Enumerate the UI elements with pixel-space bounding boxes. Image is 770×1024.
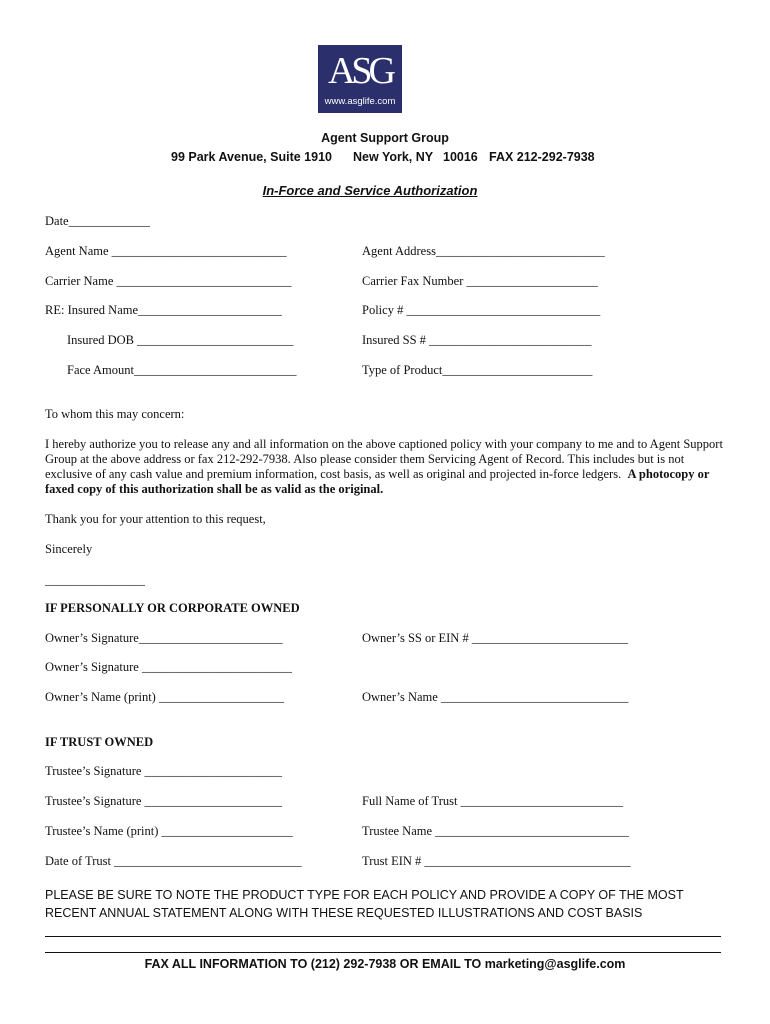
date-field[interactable]: Date_____________ bbox=[45, 214, 150, 228]
insured-ss-field[interactable]: Insured SS # __________________________ bbox=[362, 333, 592, 347]
company-fax: FAX 212-292-7938 bbox=[489, 150, 595, 164]
owner-ss-ein-field[interactable]: Owner’s SS or EIN # _________________________ bbox=[362, 631, 629, 645]
agent-name-field[interactable]: Agent Name ____________________________ bbox=[45, 244, 287, 258]
divider-line-1 bbox=[45, 936, 721, 937]
authorization-bold-text: A photocopy or faxed copy of this authorization shall be as valid as the original. bbox=[45, 467, 710, 496]
product-type-field[interactable]: Type of Product________________________ bbox=[362, 363, 593, 377]
divider-line-2 bbox=[45, 952, 721, 953]
agent-address-field[interactable]: Agent Address___________________________ bbox=[362, 244, 605, 258]
logo-url: www.asglife.com bbox=[324, 96, 396, 107]
company-zip: 10016 bbox=[443, 150, 478, 164]
carrier-name-field[interactable]: Carrier Name ____________________________ bbox=[45, 274, 292, 288]
form-title: In-Force and Service Authorization bbox=[262, 183, 478, 198]
trustee-name-field[interactable]: Trustee Name _______________________________ bbox=[362, 824, 629, 838]
insured-dob-field[interactable]: Insured DOB _________________________ bbox=[67, 333, 294, 347]
company-city: New York, NY bbox=[353, 150, 434, 164]
policy-number-field[interactable]: Policy # _______________________________ bbox=[362, 303, 601, 317]
trustee-name-print-field[interactable]: Trustee’s Name (print) _____________________ bbox=[45, 824, 293, 838]
date-of-trust-field[interactable]: Date of Trust ______________________________ bbox=[45, 854, 302, 868]
signature-line[interactable]: ________________ bbox=[45, 573, 145, 587]
face-amount-field[interactable]: Face Amount__________________________ bbox=[67, 363, 297, 377]
notice-text: PLEASE BE SURE TO NOTE THE PRODUCT TYPE FOR EACH POLICY AND PROVIDE A COPY OF THE MOST RECENT ANNUAL STATEMENT ALONG WITH THESE REQUESTED ILLUSTRATIONS AND COST BASIS bbox=[45, 888, 684, 920]
closing: Sincerely bbox=[45, 542, 93, 556]
owned-heading: IF PERSONALLY OR CORPORATE OWNED bbox=[45, 601, 300, 615]
insured-name-field[interactable]: RE: Insured Name_______________________ bbox=[45, 303, 282, 317]
salutation: To whom this may concern: bbox=[45, 407, 185, 421]
carrier-fax-field[interactable]: Carrier Fax Number _____________________ bbox=[362, 274, 598, 288]
authorization-text: I hereby authorize you to release any and all information on the above captioned policy with your company to me and to Agent Support Group at the above address or fax 212-292-7938. Also please consider them Servicing Agent of Record. This includes but is not exclusive of any cash value and premium information, cost basis, as well as original and projected in-force ledgers. bbox=[45, 437, 723, 481]
asg-logo bbox=[318, 45, 402, 113]
owner-name-field[interactable]: Owner’s Name ______________________________ bbox=[362, 690, 629, 704]
owner-name-print-field[interactable]: Owner’s Name (print) ____________________ bbox=[45, 690, 284, 704]
authorization-paragraph bbox=[45, 437, 725, 497]
trustee-signature-field[interactable]: Trustee’s Signature ______________________ bbox=[45, 764, 283, 778]
owner-signature-field[interactable]: Owner’s Signature_______________________ bbox=[45, 631, 283, 645]
company-name: Agent Support Group bbox=[321, 131, 449, 145]
thanks-line: Thank you for your attention to this request, bbox=[45, 512, 266, 526]
trust-ein-field[interactable]: Trust EIN # _________________________________ bbox=[362, 854, 631, 868]
trust-heading: IF TRUST OWNED bbox=[45, 735, 154, 749]
owner-signature-field-2[interactable]: Owner’s Signature ________________________ bbox=[45, 660, 292, 674]
trustee-signature-field-2[interactable]: Trustee’s Signature ______________________ bbox=[45, 794, 283, 808]
logo-mark: ASG bbox=[327, 50, 393, 92]
full-name-of-trust-field[interactable]: Full Name of Trust __________________________ bbox=[362, 794, 624, 808]
company-address: 99 Park Avenue, Suite 1910 bbox=[171, 150, 332, 164]
footer-contact: FAX ALL INFORMATION TO (212) 292-7938 OR EMAIL TO marketing@asglife.com bbox=[144, 957, 626, 971]
